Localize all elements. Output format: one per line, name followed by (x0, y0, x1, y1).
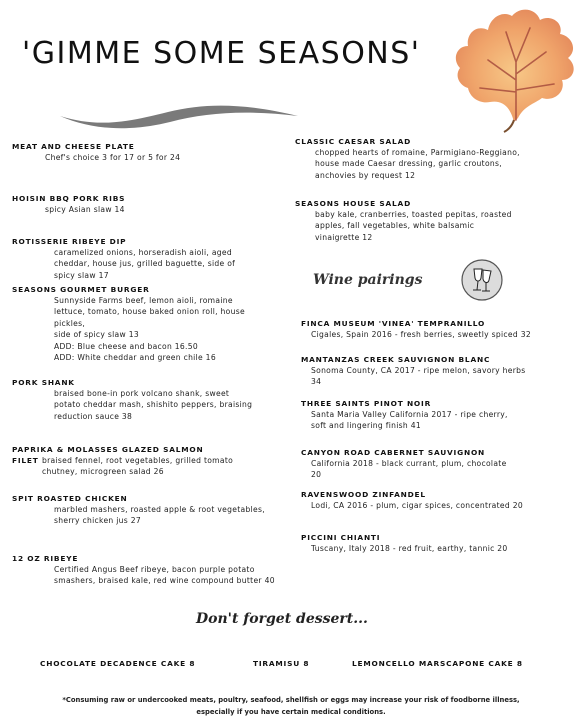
item-name: CANYON ROAD CABERNET SAUVIGNON (301, 448, 486, 457)
item-name: FINCA MUSEUM 'VINEA' TEMPRANILLO (301, 319, 486, 328)
menu-item (12, 553, 275, 587)
description-line: Sunnyside Farms beef, lemon aioli, romaine (54, 296, 233, 305)
description-line: reduction sauce 38 (54, 411, 133, 421)
menu-item (12, 493, 265, 527)
menu-item (12, 284, 245, 363)
menu-item (295, 136, 520, 181)
description-line: Tuscany, Italy 2018 - red fruit, earthy, tannic 20 (311, 544, 508, 553)
wine-item (301, 318, 531, 340)
description-line: pickles, (54, 318, 86, 328)
description-line: caramelized onions, horseradish aioli, aged (54, 248, 233, 257)
item-name: PAPRIKA & MOLASSES GLAZED SALMON (12, 445, 204, 454)
menu-item (12, 377, 252, 422)
description-line: braised bone-in pork volcano shank, sweet (54, 389, 230, 398)
description-line: lettuce, tomato, house baked onion roll, house (54, 307, 245, 317)
item-name: RAVENSWOOD ZINFANDEL (301, 490, 426, 499)
disclaimer-line: especially if you have certain medical conditions. (196, 708, 386, 716)
item-name: PICCINI CHIANTI (301, 533, 381, 542)
description-line: California 2018 - black currant, plum, chocolate (311, 459, 507, 468)
menu-item (12, 141, 180, 163)
description-line: soft and lingering finish 41 (311, 421, 421, 431)
autumn-leaf-icon (450, 2, 582, 134)
description-line: chutney, microgreen salad 26 (42, 467, 164, 477)
item-name: PORK SHANK (12, 378, 75, 387)
item-name: THREE SAINTS PINOT NOIR (301, 399, 432, 408)
description-line: smashers, braised kale, red wine compound butter 40 (54, 576, 275, 586)
item-name: SEASONS HOUSE SALAD (295, 199, 411, 208)
item-name: FILET (12, 456, 39, 465)
dessert-heading: Don't forget dessert... (196, 611, 368, 627)
item-name: CLASSIC CAESAR SALAD (295, 137, 412, 146)
item-description (315, 147, 520, 181)
menu-item (12, 193, 125, 215)
food-safety-disclaimer (30, 694, 552, 718)
description-line: spicy slaw 17 (54, 270, 109, 280)
description-line: house made Caesar dressing, garlic croutons, (315, 159, 502, 169)
item-description (311, 458, 507, 481)
item-name: SPIT ROASTED CHICKEN (12, 494, 128, 503)
item-name: MEAT AND CHEESE PLATE (12, 142, 135, 151)
description-line: Lodi, CA 2016 - plum, cigar spices, concentrated 20 (311, 501, 523, 510)
description-line: 20 (311, 470, 322, 480)
description-line: marbled mashers, roasted apple & root vegetables, (54, 505, 265, 514)
wine-item (301, 354, 526, 388)
wine-item (301, 398, 508, 432)
description-line: chopped hearts of romaine, Parmigiano-Reggiano, (315, 148, 520, 157)
menu-item (12, 444, 233, 478)
dessert-item: LEMONCELLO MARSCAPONE CAKE 8 (352, 659, 523, 668)
item-description (54, 295, 245, 363)
decorative-swash (58, 102, 300, 130)
item-description (311, 365, 526, 388)
item-description (45, 152, 180, 163)
description-line: Cigales, Spain 2016 - fresh berries, sweetly spiced 32 (311, 330, 531, 339)
item-description (54, 504, 265, 527)
description-line: apples, fall vegetables, white balsamic (315, 221, 475, 231)
dessert-item: TIRAMISU 8 (253, 659, 310, 668)
description-line: cheddar, house jus, grilled baguette, side of (54, 259, 236, 269)
description-line: sherry chicken jus 27 (54, 516, 142, 526)
item-name: 12 OZ RIBEYE (12, 554, 79, 563)
wine-item (301, 489, 523, 511)
description-line: anchovies by request 12 (315, 170, 416, 180)
dessert-item: CHOCOLATE DECADENCE CAKE 8 (40, 659, 196, 668)
item-description (54, 388, 252, 422)
description-line: side of spicy slaw 13 (54, 330, 139, 340)
description-line: Chef's choice 3 for 17 or 5 for 24 (45, 153, 181, 162)
description-line: ADD: White cheddar and green chile 16 (54, 353, 216, 363)
item-description (45, 204, 125, 215)
description-line: braised fennel, root vegetables, grilled tomato (42, 456, 234, 465)
item-name: MANTANZAS CREEK SAUVIGNON BLANC (301, 355, 491, 364)
description-line: Santa Maria Valley California 2017 - ripe cherry, (311, 410, 508, 419)
disclaimer-line: *Consuming raw or undercooked meats, poultry, seafood, shellfish or eggs may increase your risk of foodborne illness, (62, 696, 520, 704)
description-line: spicy Asian slaw 14 (45, 205, 125, 214)
description-line: 34 (311, 377, 322, 387)
description-line: Sonoma County, CA 2017 - ripe melon, savory herbs (311, 366, 526, 375)
menu-title: 'GIMME SOME SEASONS' (22, 36, 421, 71)
item-name: SEASONS GOURMET BURGER (12, 285, 150, 294)
item-name: ROTISSERIE RIBEYE DIP (12, 237, 127, 246)
item-description (315, 209, 512, 243)
item-description (12, 455, 234, 478)
description-line: potato cheddar mash, shishito peppers, braising (54, 400, 253, 410)
wine-item (301, 447, 507, 481)
item-description (311, 409, 508, 432)
item-description (311, 500, 523, 511)
wine-item (301, 532, 508, 554)
description-line: vinaigrette 12 (315, 232, 373, 242)
item-name: HOISIN BBQ PORK RIBS (12, 194, 126, 203)
description-line: Certified Angus Beef ribeye, bacon purple potato (54, 565, 255, 574)
item-description (54, 247, 235, 281)
item-description (54, 564, 275, 587)
description-line: ADD: Blue cheese and bacon 16.50 (54, 341, 199, 351)
description-line: baby kale, cranberries, toasted pepitas, roasted (315, 210, 512, 219)
item-description (311, 329, 531, 340)
menu-item (12, 236, 235, 281)
menu-item (295, 198, 512, 243)
wine-glasses-icon (460, 258, 504, 302)
wine-pairings-heading: Wine pairings (313, 272, 423, 288)
item-description (311, 543, 508, 554)
